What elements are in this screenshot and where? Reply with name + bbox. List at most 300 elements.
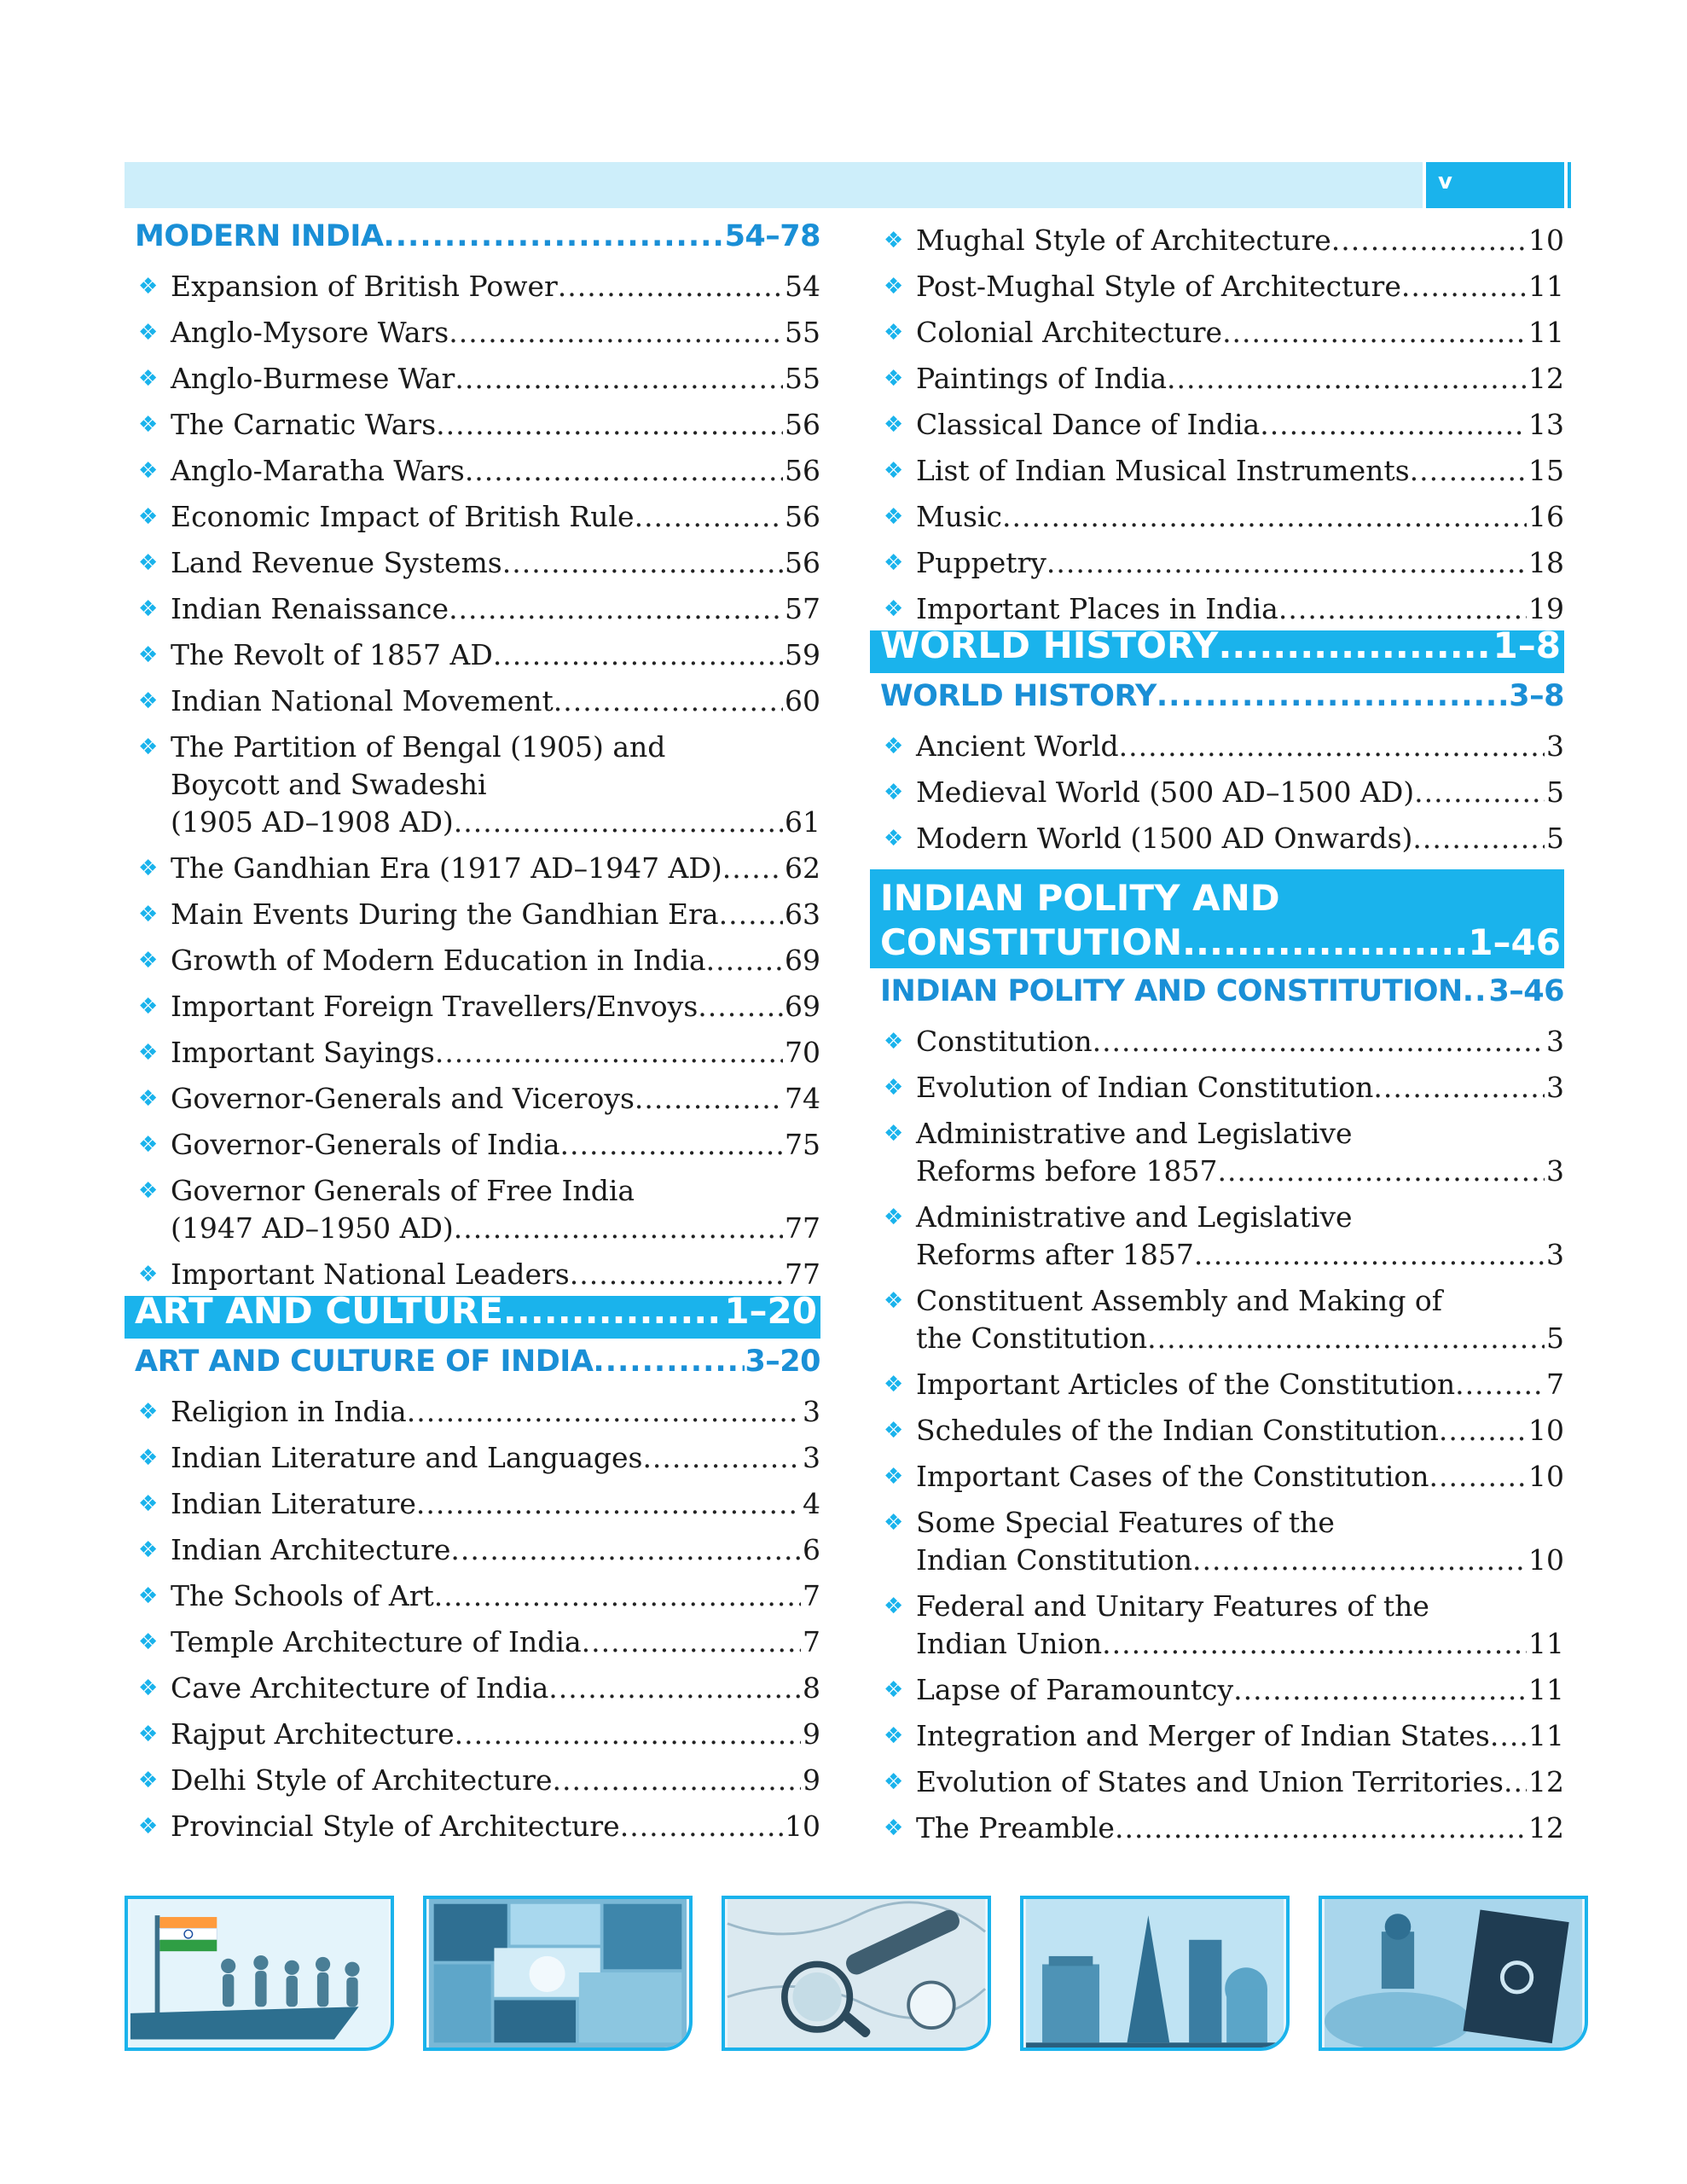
entry-page: 11	[1528, 270, 1564, 303]
diamond-bullet-icon: ❖	[138, 735, 159, 760]
toc-entry[interactable]	[870, 1801, 1564, 1847]
diamond-bullet-icon: ❖	[884, 274, 904, 299]
toc-entry[interactable]	[125, 1431, 820, 1477]
diamond-bullet-icon: ❖	[138, 1040, 159, 1066]
leader-dots	[449, 314, 783, 351]
toc-entry[interactable]	[870, 1357, 1564, 1403]
entry-title-line: Constituent Assembly and Making of	[916, 1284, 1443, 1317]
entry-page: 54	[785, 270, 820, 303]
entry-title-line: Rajput Architecture	[171, 1717, 455, 1751]
diamond-bullet-icon: ❖	[884, 780, 904, 805]
entry-page: 56	[785, 500, 820, 533]
toc-entry[interactable]	[125, 1615, 820, 1661]
entry-page: 11	[1528, 316, 1564, 349]
diamond-bullet-icon: ❖	[138, 412, 159, 438]
toc-entry[interactable]	[870, 1496, 1564, 1579]
diamond-bullet-icon: ❖	[884, 1288, 904, 1314]
diamond-bullet-icon: ❖	[138, 274, 159, 299]
subsection-heading[interactable]	[870, 968, 1564, 1014]
entry-page: 69	[785, 990, 820, 1023]
entry-page: 18	[1528, 546, 1564, 579]
entry-title-line: Provincial Style of Architecture	[171, 1809, 620, 1843]
entry-title-line: Music	[916, 500, 1003, 533]
diamond-bullet-icon: ❖	[884, 228, 904, 253]
toc-entry[interactable]	[870, 582, 1564, 628]
entry-title-line: Medieval World (500 AD–1500 AD)	[916, 775, 1415, 809]
section-heading[interactable]	[870, 869, 1564, 968]
leader-dots	[582, 1623, 801, 1661]
diamond-bullet-icon: ❖	[138, 902, 159, 927]
entry-page: 11	[1528, 1627, 1564, 1660]
toc-entry[interactable]	[870, 444, 1564, 490]
leader-dots	[722, 850, 783, 887]
toc-entry[interactable]	[125, 398, 820, 444]
diamond-bullet-icon: ❖	[884, 550, 904, 576]
toc-entry[interactable]	[870, 1709, 1564, 1755]
leader-dots	[570, 1256, 783, 1293]
diamond-bullet-icon: ❖	[138, 320, 159, 346]
leader-dots	[1147, 1320, 1545, 1357]
leader-dots	[1455, 1366, 1545, 1403]
leader-dots	[454, 804, 783, 841]
entry-title-line: Indian Union	[916, 1627, 1103, 1660]
toc-entry[interactable]	[125, 444, 820, 490]
leader-dots	[503, 1296, 724, 1332]
section-pages: 1–46	[1468, 921, 1561, 963]
entry-title-line: Indian Constitution	[916, 1543, 1192, 1577]
entry-page: 10	[1528, 1460, 1564, 1493]
art-culture-collage-icon	[426, 1899, 689, 2048]
subsection-pages: 3–20	[745, 1345, 820, 1379]
subsection-pages: 3–46	[1488, 974, 1564, 1008]
leader-dots	[1002, 498, 1527, 536]
entry-title-line: Post-Mughal Style of Architecture	[916, 270, 1401, 303]
art-culture-collage-image	[423, 1896, 693, 2051]
entry-page: 11	[1528, 1673, 1564, 1706]
toc-entry[interactable]	[870, 765, 1564, 811]
entry-title-line: Boycott and Swadeshi	[171, 768, 487, 801]
entry-page: 7	[803, 1579, 820, 1612]
toc-entry[interactable]	[870, 811, 1564, 857]
entry-title-line: Some Special Features of the	[916, 1506, 1335, 1539]
entry-page: 55	[785, 362, 820, 395]
entry-page: 10	[1528, 1414, 1564, 1447]
section-title-line: CONSTITUTION	[880, 921, 1183, 963]
toc-entry[interactable]	[125, 1477, 820, 1523]
leader-dots	[1157, 673, 1509, 719]
entry-title-line: Modern World (1500 AD Onwards)	[916, 822, 1413, 855]
entry-page: 77	[785, 1258, 820, 1291]
diamond-bullet-icon: ❖	[138, 1132, 159, 1158]
section-title-line: ART AND CULTURE	[135, 1296, 503, 1332]
entry-title-line: The Gandhian Era (1917 AD–1947 AD)	[171, 851, 722, 885]
section-title-line: INDIAN POLITY AND	[880, 877, 1280, 919]
toc-entry[interactable]	[125, 841, 820, 887]
subsection-title: MODERN INDIA	[135, 219, 384, 253]
entry-title-line: Integration and Merger of Indian States	[916, 1719, 1490, 1752]
diamond-bullet-icon: ❖	[138, 1814, 159, 1839]
parliament-constitution-image	[1319, 1896, 1588, 2051]
diamond-bullet-icon: ❖	[138, 1399, 159, 1425]
diamond-bullet-icon: ❖	[138, 948, 159, 973]
entry-page: 13	[1528, 408, 1564, 441]
diamond-bullet-icon: ❖	[138, 1178, 159, 1204]
toc-entry[interactable]	[125, 351, 820, 398]
entry-page: 56	[785, 454, 820, 487]
toc-entry[interactable]	[125, 674, 820, 720]
section-heading[interactable]	[870, 630, 1564, 673]
page-number-box	[1423, 162, 1564, 208]
entry-page: 3	[1546, 1154, 1564, 1188]
subsection-heading[interactable]	[125, 1339, 820, 1385]
leader-dots	[455, 360, 783, 398]
leader-dots	[620, 1808, 783, 1845]
leader-dots	[1373, 1069, 1545, 1107]
entry-page: 3	[1546, 1071, 1564, 1104]
toc-entry[interactable]	[125, 1164, 820, 1247]
entry-page: 7	[1546, 1368, 1564, 1401]
leader-dots	[642, 1439, 801, 1477]
diamond-bullet-icon: ❖	[884, 1677, 904, 1703]
leader-dots	[1119, 728, 1545, 765]
leader-dots	[1093, 1023, 1545, 1060]
diamond-bullet-icon: ❖	[884, 1510, 904, 1536]
entry-page: 57	[785, 592, 820, 625]
subsection-title: ART AND CULTURE OF INDIA	[135, 1345, 594, 1379]
entry-title-line: Governor-Generals of India	[171, 1128, 560, 1161]
toc-entry[interactable]	[125, 259, 820, 305]
diamond-bullet-icon: ❖	[138, 1262, 159, 1287]
leader-dots	[635, 498, 783, 536]
entry-title-line: Important Places in India	[916, 592, 1278, 625]
toc-right-column	[870, 213, 1564, 1847]
entry-title-line: (1905 AD–1908 AD)	[171, 805, 454, 839]
entry-page: 7	[803, 1625, 820, 1658]
diamond-bullet-icon: ❖	[884, 366, 904, 392]
toc-entry[interactable]	[870, 398, 1564, 444]
toc-entry[interactable]	[870, 1060, 1564, 1107]
entry-title-line: Reforms after 1857	[916, 1238, 1194, 1271]
entry-title-line: Economic Impact of British Rule	[171, 500, 635, 533]
leader-dots	[1233, 1671, 1527, 1709]
header-band	[125, 162, 1564, 208]
leader-dots	[1331, 222, 1527, 259]
diamond-bullet-icon: ❖	[884, 1464, 904, 1490]
freedom-march-icon	[128, 1899, 391, 2048]
leader-dots	[1260, 406, 1527, 444]
entry-title-line: Anglo-Burmese War	[171, 362, 455, 395]
page-number: v	[1438, 169, 1452, 195]
entry-title-line: Schedules of the Indian Constitution	[916, 1414, 1439, 1447]
subsection-pages: 54–78	[724, 219, 820, 253]
toc-entry[interactable]	[870, 1403, 1564, 1449]
leader-dots	[1278, 590, 1527, 628]
leader-dots	[1217, 1153, 1545, 1190]
leader-dots	[455, 1716, 801, 1753]
entry-page: 3	[803, 1395, 820, 1428]
entry-title-line: Evolution of Indian Constitution	[916, 1071, 1374, 1104]
diamond-bullet-icon: ❖	[884, 1594, 904, 1619]
leader-dots	[1218, 630, 1493, 666]
entry-title-line: Federal and Unitary Features of the	[916, 1589, 1429, 1623]
entry-page: 3	[803, 1441, 820, 1474]
entry-title-line: Main Events During the Gandhian Era	[171, 897, 719, 931]
toc-entry[interactable]	[870, 1755, 1564, 1801]
entry-title-line: Delhi Style of Architecture	[171, 1763, 553, 1797]
diamond-bullet-icon: ❖	[138, 688, 159, 714]
parliament-constitution-icon	[1322, 1899, 1585, 2048]
leader-dots	[416, 1485, 801, 1523]
toc-entry[interactable]	[870, 305, 1564, 351]
subsection-heading[interactable]	[870, 673, 1564, 719]
leader-dots	[706, 942, 783, 979]
entry-title-line: Growth of Modern Education in India	[171, 944, 706, 977]
entry-title-line: Indian Architecture	[171, 1533, 451, 1566]
toc-entry[interactable]	[870, 1107, 1564, 1190]
leader-dots	[1167, 360, 1527, 398]
diamond-bullet-icon: ❖	[884, 320, 904, 346]
diamond-bullet-icon: ❖	[138, 504, 159, 530]
leader-dots	[1194, 1236, 1545, 1274]
subsection-heading[interactable]	[125, 213, 820, 259]
entry-title-line: Paintings of India	[916, 362, 1168, 395]
toc-entry[interactable]	[125, 1661, 820, 1707]
section-title-line: WORLD HISTORY	[880, 630, 1219, 666]
entry-page: 59	[785, 638, 820, 671]
entry-page: 10	[1528, 224, 1564, 257]
diamond-bullet-icon: ❖	[138, 1491, 159, 1517]
leader-dots	[383, 213, 724, 259]
leader-dots	[593, 1339, 745, 1385]
section-pages: 1–20	[724, 1296, 817, 1332]
leader-dots	[558, 268, 783, 305]
subsection-title: WORLD HISTORY	[880, 679, 1157, 713]
entry-page: 69	[785, 944, 820, 977]
entry-page: 10	[785, 1809, 820, 1843]
entry-page: 12	[1528, 362, 1564, 395]
diamond-bullet-icon: ❖	[884, 1075, 904, 1101]
entry-page: 12	[1528, 1765, 1564, 1798]
entry-title-line: The Partition of Bengal (1905) and	[171, 730, 666, 764]
toc-entry[interactable]	[870, 1014, 1564, 1060]
subsection-title: INDIAN POLITY AND CONSTITUTION	[880, 974, 1463, 1008]
diamond-bullet-icon: ❖	[884, 826, 904, 851]
entry-page: 9	[803, 1717, 820, 1751]
leader-dots	[1401, 268, 1527, 305]
toc-entry[interactable]	[125, 720, 820, 841]
entry-title-line: Mughal Style of Architecture	[916, 224, 1331, 257]
entry-title-line: Classical Dance of India	[916, 408, 1261, 441]
leader-dots	[450, 1531, 801, 1569]
toc-entry[interactable]	[125, 933, 820, 979]
toc-entry[interactable]	[125, 1025, 820, 1072]
leader-dots	[493, 636, 783, 674]
toc-entry[interactable]	[125, 979, 820, 1025]
entry-page: 75	[785, 1128, 820, 1161]
leader-dots	[434, 1577, 801, 1615]
diamond-bullet-icon: ❖	[138, 1768, 159, 1793]
entry-title-line: The Carnatic Wars	[171, 408, 437, 441]
toc-entry[interactable]	[125, 1118, 820, 1164]
diamond-bullet-icon: ❖	[884, 1121, 904, 1147]
diamond-bullet-icon: ❖	[884, 458, 904, 484]
leader-dots	[548, 1670, 801, 1707]
toc-entry[interactable]	[125, 1385, 820, 1431]
toc-entry[interactable]	[125, 490, 820, 536]
diamond-bullet-icon: ❖	[884, 1769, 904, 1795]
toc-entry[interactable]	[125, 582, 820, 628]
section-pages: 1–8	[1493, 630, 1561, 666]
section-heading[interactable]	[125, 1296, 820, 1339]
entry-title-line: List of Indian Musical Instruments	[916, 454, 1410, 487]
diamond-bullet-icon: ❖	[138, 1583, 159, 1609]
entry-title-line: Puppetry	[916, 546, 1046, 579]
telescope-map-image	[722, 1896, 991, 2051]
leader-dots	[454, 1210, 783, 1247]
leader-dots	[435, 1034, 783, 1072]
leader-dots	[449, 590, 783, 628]
toc-entry[interactable]	[870, 719, 1564, 765]
leader-dots	[1222, 314, 1527, 351]
leader-dots	[554, 682, 783, 720]
entry-title-line: Anglo-Mysore Wars	[171, 316, 449, 349]
entry-title-line: Indian Literature	[171, 1487, 416, 1520]
toc-entry[interactable]	[870, 351, 1564, 398]
toc-entry[interactable]	[870, 1663, 1564, 1709]
diamond-bullet-icon: ❖	[138, 1086, 159, 1112]
entry-title-line: Reforms before 1857	[916, 1154, 1218, 1188]
entry-page: 74	[785, 1082, 820, 1115]
leader-dots	[1412, 820, 1545, 857]
entry-title-line: the Constitution	[916, 1321, 1148, 1355]
entry-title-line: Important Foreign Travellers/Envoys	[171, 990, 699, 1023]
entry-page: 6	[803, 1533, 820, 1566]
world-landmarks-icon	[1023, 1899, 1286, 2048]
freedom-march-image	[125, 1896, 394, 2051]
entry-title-line: Administrative and Legislative	[916, 1200, 1353, 1234]
entry-page: 56	[785, 408, 820, 441]
entry-title-line: Lapse of Paramountcy	[916, 1673, 1234, 1706]
entry-page: 55	[785, 316, 820, 349]
diamond-bullet-icon: ❖	[138, 366, 159, 392]
entry-title-line: The Revolt of 1857 AD	[171, 638, 493, 671]
entry-page: 77	[785, 1211, 820, 1245]
toc-entry[interactable]	[870, 259, 1564, 305]
entry-title-line: Land Revenue Systems	[171, 546, 502, 579]
entry-page: 19	[1528, 592, 1564, 625]
diamond-bullet-icon: ❖	[138, 1445, 159, 1471]
toc-entry[interactable]	[870, 213, 1564, 259]
diamond-bullet-icon: ❖	[138, 642, 159, 668]
entry-title-line: Colonial Architecture	[916, 316, 1223, 349]
toc-entry[interactable]	[125, 1523, 820, 1569]
entry-page: 12	[1528, 1811, 1564, 1844]
toc-entry[interactable]	[870, 1579, 1564, 1663]
toc-entry[interactable]	[870, 490, 1564, 536]
toc-left-column	[125, 213, 820, 1845]
toc-entry[interactable]	[870, 1449, 1564, 1496]
entry-title-line: Anglo-Maratha Wars	[171, 454, 465, 487]
diamond-bullet-icon: ❖	[884, 1815, 904, 1841]
leader-dots	[1410, 452, 1527, 490]
entry-title-line: Evolution of States and Union Territories	[916, 1765, 1504, 1798]
leader-dots	[552, 1762, 801, 1799]
diamond-bullet-icon: ❖	[884, 412, 904, 438]
diamond-bullet-icon: ❖	[138, 1629, 159, 1655]
toc-entry[interactable]	[870, 1274, 1564, 1357]
entry-page: 5	[1546, 1321, 1564, 1355]
leader-dots	[1102, 1625, 1527, 1663]
toc-entry[interactable]	[125, 1247, 820, 1293]
diamond-bullet-icon: ❖	[138, 856, 159, 881]
entry-title-line: Expansion of British Power	[171, 270, 558, 303]
entry-page: 70	[785, 1036, 820, 1069]
toc-entry[interactable]	[125, 1707, 820, 1753]
toc-entry[interactable]	[125, 1569, 820, 1615]
diamond-bullet-icon: ❖	[884, 734, 904, 759]
entry-page: 61	[785, 805, 820, 839]
entry-page: 15	[1528, 454, 1564, 487]
toc-entry[interactable]	[870, 1190, 1564, 1274]
diamond-bullet-icon: ❖	[138, 458, 159, 484]
entry-title-line: Indian Literature and Languages	[171, 1441, 643, 1474]
diamond-bullet-icon: ❖	[884, 1372, 904, 1397]
leader-dots	[1182, 921, 1468, 963]
diamond-bullet-icon: ❖	[138, 1722, 159, 1747]
leader-dots	[1414, 774, 1545, 811]
diamond-bullet-icon: ❖	[138, 1537, 159, 1563]
leader-dots	[465, 452, 783, 490]
world-landmarks-image	[1020, 1896, 1290, 2051]
toc-entry[interactable]	[125, 887, 820, 933]
toc-entry[interactable]	[125, 1753, 820, 1799]
toc-entry[interactable]	[125, 1799, 820, 1845]
diamond-bullet-icon: ❖	[138, 550, 159, 576]
toc-entry[interactable]	[870, 536, 1564, 582]
entry-title-line: Indian National Movement	[171, 684, 554, 717]
toc-entry[interactable]	[125, 305, 820, 351]
diamond-bullet-icon: ❖	[884, 1029, 904, 1054]
entry-title-line: The Preamble	[916, 1811, 1115, 1844]
diamond-bullet-icon: ❖	[884, 1205, 904, 1230]
entry-page: 5	[1546, 822, 1564, 855]
entry-title-line: (1947 AD–1950 AD)	[171, 1211, 454, 1245]
leader-dots	[1504, 1763, 1527, 1801]
leader-dots	[1439, 1412, 1527, 1449]
entry-page: 5	[1546, 775, 1564, 809]
toc-entry[interactable]	[125, 536, 820, 582]
entry-title-line: Indian Renaissance	[171, 592, 449, 625]
entry-page: 62	[785, 851, 820, 885]
entry-page: 3	[1546, 729, 1564, 763]
entry-title-line: Temple Architecture of India	[171, 1625, 582, 1658]
entry-title-line: Governor Generals of Free India	[171, 1174, 635, 1207]
entry-title-line: Governor-Generals and Viceroys	[171, 1082, 635, 1115]
entry-title-line: Important Sayings	[171, 1036, 435, 1069]
toc-entry[interactable]	[125, 628, 820, 674]
entry-title-line: Ancient World	[916, 729, 1119, 763]
diamond-bullet-icon: ❖	[138, 994, 159, 1019]
entry-title-line: Administrative and Legislative	[916, 1117, 1353, 1150]
leader-dots	[1429, 1458, 1527, 1496]
entry-page: 60	[785, 684, 820, 717]
entry-title-line: Important Articles of the Constitution	[916, 1368, 1456, 1401]
leader-dots	[560, 1126, 783, 1164]
leader-dots	[1463, 968, 1489, 1014]
leader-dots	[407, 1393, 801, 1431]
toc-entry[interactable]	[125, 1072, 820, 1118]
leader-dots	[1490, 1717, 1527, 1755]
